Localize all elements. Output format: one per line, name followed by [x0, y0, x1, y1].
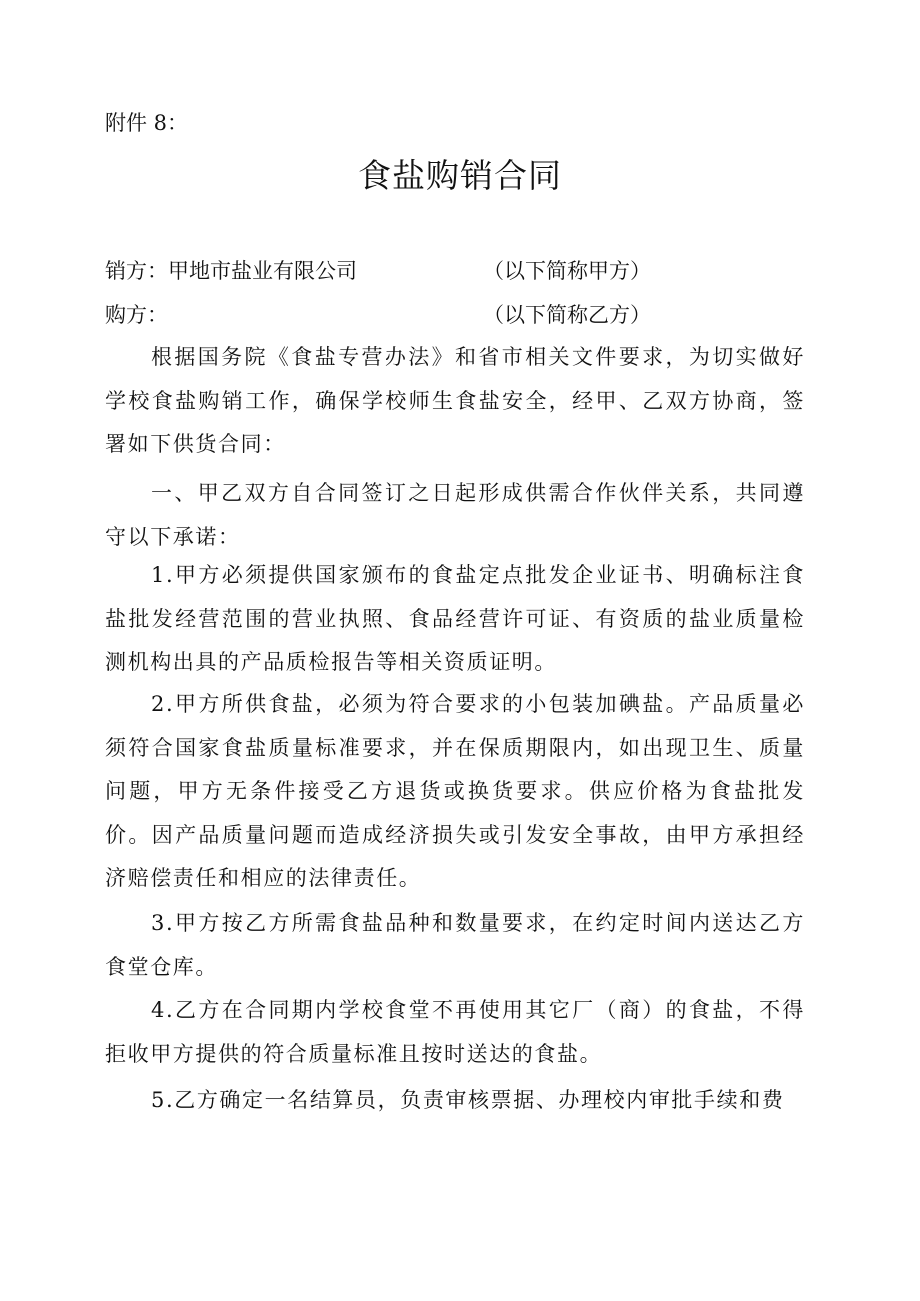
seller-line	[105, 259, 651, 283]
seller-note: （以下简称甲方）	[483, 259, 651, 283]
seller-label: 销方：甲地市盐业有限公司	[105, 259, 357, 283]
paragraph-item-4: 4.乙方在合同期内学校食堂不再使用其它厂（商）的食盐，不得拒收甲方提供的符合质量标准且按时送达的食盐。	[105, 998, 805, 1066]
paragraph-clause-1: 一、甲乙双方自合同签订之日起形成供需合作伙伴关系，共同遵守以下承诺：	[105, 481, 805, 549]
paragraph-item-2: 2.甲方所供食盐，必须为符合要求的小包装加碘盐。产品质量必须符合国家食盐质量标准要求，并在保质期限内，如出现卫生、质量问题，甲方无条件接受乙方退货或换货要求。供应价格为食盐批发价。因产品质量问题而造成经济损失或引发安全事故，由甲方承担经济赔偿责任和相应的法律责任。	[105, 692, 805, 891]
paragraph-item-3: 3.甲方按乙方所需食盐品种和数量要求，在约定时间内送达乙方食堂仓库。	[105, 911, 805, 979]
buyer-note: （以下简称乙方）	[483, 303, 651, 327]
buyer-label: 购方：	[105, 303, 168, 327]
buyer-line	[105, 303, 651, 327]
paragraph-preamble: 根据国务院《食盐专营办法》和省市相关文件要求，为切实做好学校食盐购销工作，确保学校师生食盐安全，经甲、乙双方协商，签署如下供货合同：	[105, 345, 805, 457]
paragraph-item-5: 5.乙方确定一名结算员，负责审核票据、办理校内审批手续和费	[151, 1088, 785, 1112]
paragraph-item-1: 1.甲方必须提供国家颁布的食盐定点批发企业证书、明确标注食盐批发经营范围的营业执照、食品经营许可证、有资质的盐业质量检测机构出具的产品质检报告等相关资质证明。	[105, 563, 805, 675]
attachment-label: 附件 8：	[105, 111, 189, 135]
document-title: 食盐购销合同	[358, 156, 562, 195]
